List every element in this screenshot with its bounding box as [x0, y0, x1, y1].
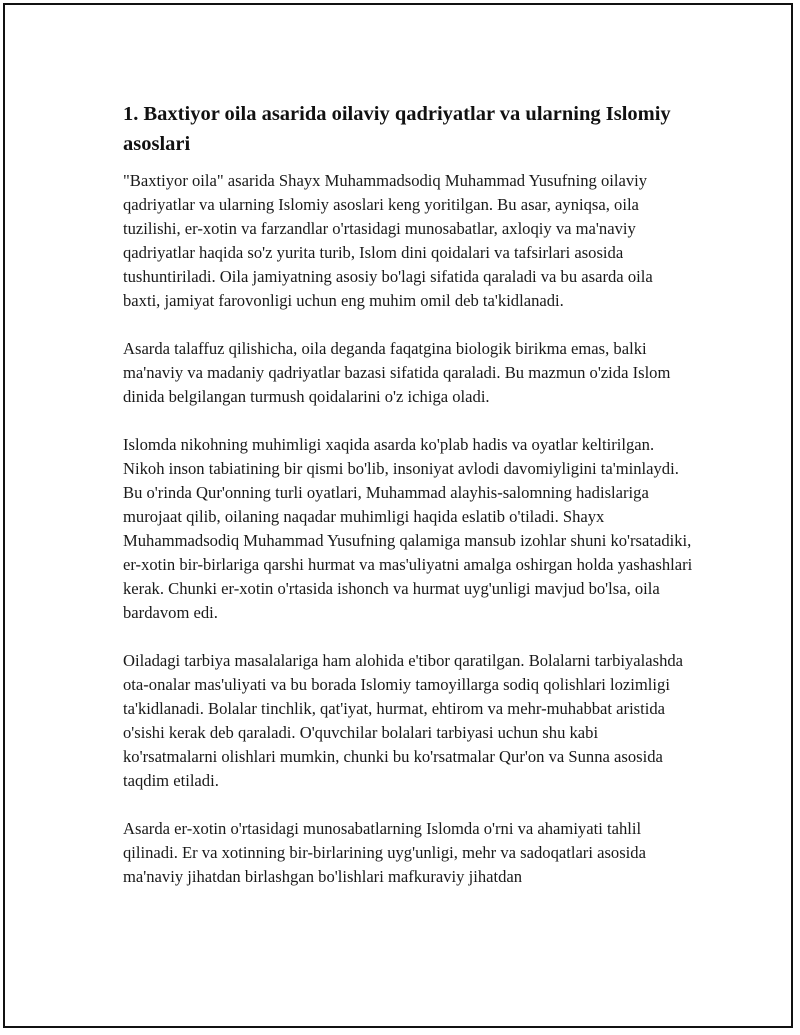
paragraph: "Baxtiyor oila" asarida Shayx Muhammadsodiq Muhammad Yusufning oilaviy qadriyatlar va ularning Islomiy asoslari keng yoritilgan. Bu asar, ayniqsa, oila tuzilishi, er-xotin va farzandlar o'rtasidagi munosabatlar, axloqiy va ma'naviy qadriyatlar haqida so'z yurita turib, Islom dini qoidalari va tafsirlari asosida tushuntiriladi. Oila jamiyatning asosiy bo'lagi sifatida qaraladi va bu asarda oila baxti, jamiyat farovonligi uchun eng muhim omil deb ta'kidlanadi.: [123, 171, 653, 310]
section-heading: 1. Baxtiyor oila asarida oilaviy qadriyatlar va ularning Islomiy asoslari: [123, 103, 671, 155]
page-frame: [3, 3, 793, 1028]
paragraph: Asarda er-xotin o'rtasidagi munosabatlarning Islomda o'rni va ahamiyati tahlil qilinadi. Er va xotinning bir-birlarining uyg'unligi, mehr va sadoqatlari asosida ma'naviy jihatdan birlashgan bo'lishlari mafkuraviy jihatdan: [123, 819, 646, 886]
paragraph: Islomda nikohning muhimligi xaqida asarda ko'plab hadis va oyatlar keltirilgan. Nikoh inson tabiatining bir qismi bo'lib, insoniyat avlodi davomiyligini ta'minlaydi. Bu o'rinda Qur'onning turli oyatlari, Muhammad alayhis-salomning hadislariga murojaat qilib, oilaning naqadar muhimligi haqida eslatib o'tiladi. Shayx Muhammadsodiq Muhammad Yusufning qalamiga mansub izohlar shuni ko'rsatadiki, er-xotin bir-birlariga qarshi hurmat va mas'uliyatni amalga oshirgan holda yashashlari kerak. Chunki er-xotin o'rtasida ishonch va hurmat uyg'unligi mavjud bo'lsa, oila bardavom edi.: [123, 435, 693, 622]
paragraph: Oiladagi tarbiya masalalariga ham alohida e'tibor qaratilgan. Bolalarni tarbiyalashda ota-onalar mas'uliyati va bu borada Islomiy tamoyillarga sodiq qolishlari lozimligi ta'kidlanadi. Bolalar tinchlik, qat'iyat, hurmat, ehtirom va mehr-muhabbat aristida o'sishi kerak deb qaraladi. O'quvchilar bolalari tarbiyasi uchun shu kabi ko'rsatmalarni olishlari mumkin, chunki bu ko'rsatmalar Qur'on va Sunna asosida taqdim etiladi.: [123, 651, 684, 790]
paragraph: Asarda talaffuz qilishicha, oila deganda faqatgina biologik birikma emas, balki ma'naviy va madaniy qadriyatlar bazasi sifatida qaraladi. Bu mazmun o'zida Islom dinida belgilangan turmush qoidalarini o'z ichiga oladi.: [123, 339, 671, 406]
document-body: [123, 99, 693, 913]
